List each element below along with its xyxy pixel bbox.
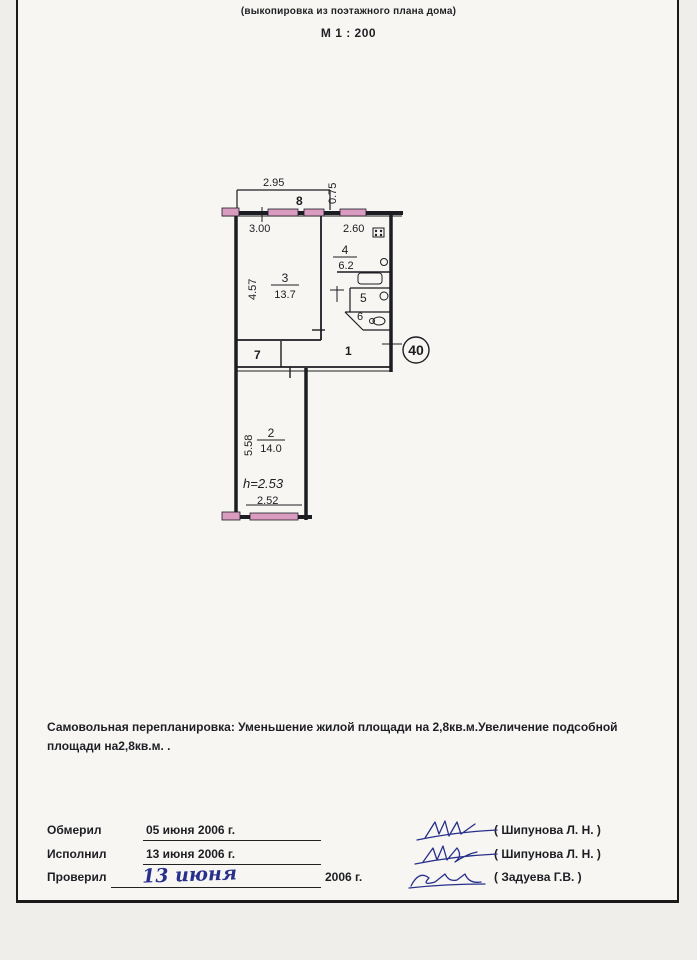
washbasin-icon bbox=[380, 292, 388, 300]
signature-row-measured bbox=[47, 823, 647, 843]
signature-scribble bbox=[405, 812, 505, 897]
room-area: 14.0 bbox=[260, 443, 282, 455]
signature-name: ( Шипунова Л. Н. ) bbox=[494, 823, 601, 837]
room-number: 7 bbox=[254, 348, 261, 362]
stove-burner bbox=[380, 230, 382, 232]
signature-role: Исполнил bbox=[47, 847, 107, 861]
room-number: 5 bbox=[360, 291, 367, 305]
stove-icon bbox=[373, 228, 384, 237]
stove-burner bbox=[375, 230, 377, 232]
signature-name: ( Шипунова Л. Н. ) bbox=[494, 847, 601, 861]
room-number: 4 bbox=[341, 243, 349, 257]
window bbox=[268, 209, 298, 216]
signature-role: Обмерил bbox=[47, 823, 102, 837]
dim-room3-width: 3.00 bbox=[249, 223, 271, 235]
toilet-tank-icon bbox=[370, 319, 375, 324]
stove-burner bbox=[380, 234, 382, 236]
room-number: 6 bbox=[357, 311, 364, 323]
document-subtitle: (выкопировка из поэтажного плана дома) bbox=[240, 6, 457, 17]
window bbox=[250, 513, 298, 520]
signature-role: Проверил bbox=[47, 870, 107, 884]
room-number: 1 bbox=[345, 344, 352, 358]
dim-room4-width: 2.60 bbox=[343, 223, 365, 235]
scale-label: М 1 : 200 bbox=[320, 26, 377, 40]
sink-icon bbox=[381, 259, 388, 266]
room-number: 8 bbox=[296, 194, 303, 208]
window bbox=[304, 209, 324, 216]
ceiling-height: h=2.53 bbox=[243, 476, 284, 491]
signature-date-line bbox=[143, 840, 321, 841]
window bbox=[340, 209, 366, 216]
window bbox=[222, 512, 240, 520]
signature-date: 05 июня 2006 г. bbox=[146, 823, 236, 837]
signature-row-executed bbox=[47, 847, 647, 867]
handwritten-date: 13 июня bbox=[141, 862, 238, 888]
room-number: 2 bbox=[267, 426, 275, 440]
signature-year: 2006 г. bbox=[325, 870, 363, 884]
signature-name: ( Задуева Г.В. ) bbox=[494, 870, 582, 884]
signature-row-checked bbox=[47, 862, 647, 890]
stove-burner bbox=[375, 234, 377, 236]
bathtub-icon bbox=[358, 273, 382, 284]
room-area: 13.7 bbox=[274, 289, 296, 301]
dim-room3-length: 4.57 bbox=[247, 278, 259, 300]
signature-date: 13 июня 2006 г. bbox=[146, 847, 236, 861]
dim-room2-width-label: 2.52 bbox=[257, 495, 279, 507]
room-area: 6.2 bbox=[338, 260, 354, 272]
dim-room2-length: 5.58 bbox=[243, 434, 255, 456]
apartment-number: 40 bbox=[408, 342, 424, 358]
dim-top-depth: 0.75 bbox=[327, 182, 339, 204]
signature-date-line bbox=[111, 887, 321, 888]
window bbox=[222, 208, 239, 216]
room-number: 3 bbox=[281, 271, 289, 285]
dim-top-width: 2.95 bbox=[263, 177, 285, 189]
replanning-note: Самовольная перепланировка: Уменьшение жилой площади на 2,8кв.м.Увеличение подсобной площади на2,8кв.м. . bbox=[47, 720, 618, 753]
